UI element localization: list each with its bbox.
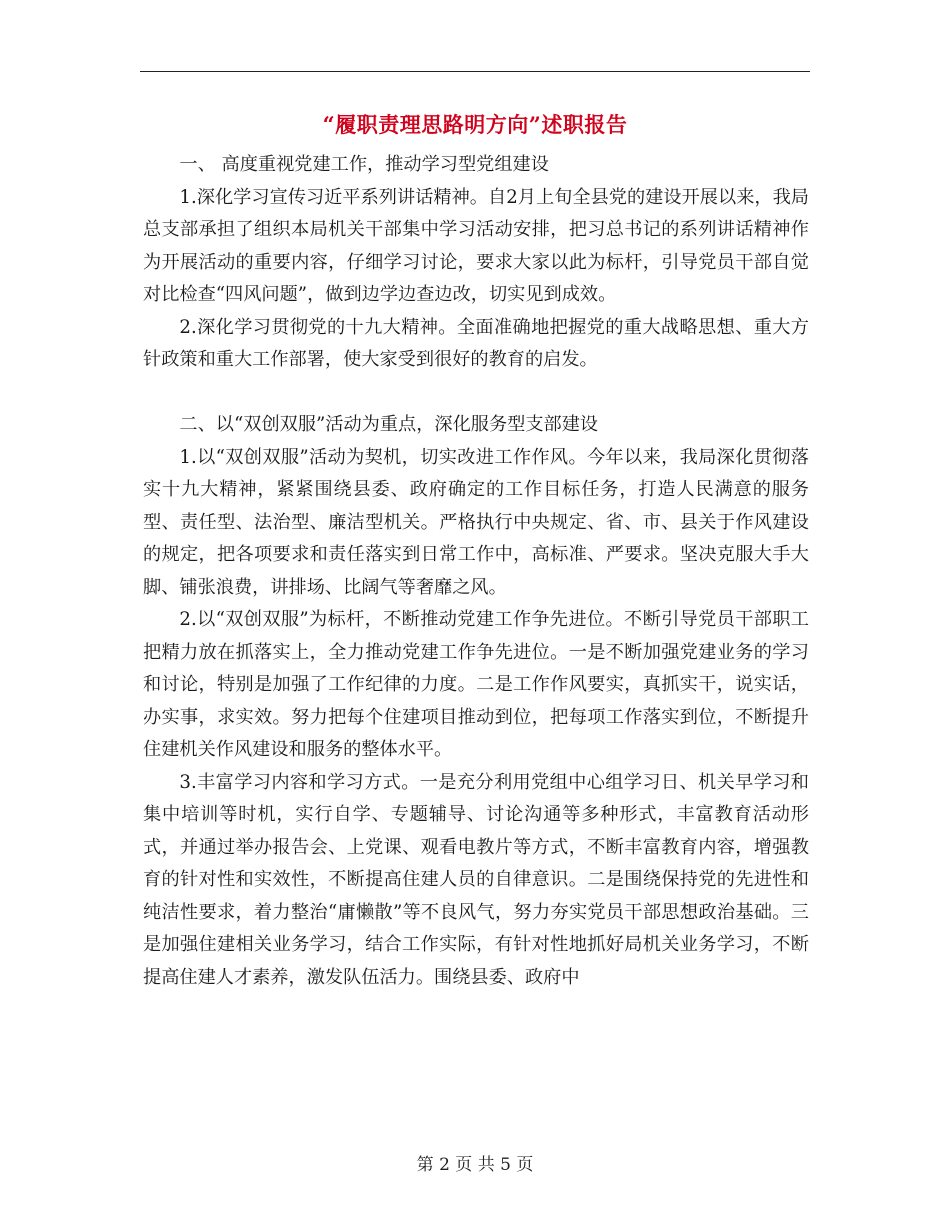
document-body [143, 149, 809, 994]
section-heading-2: 二、以“双创双服”活动为重点，深化服务型支部建设 [179, 414, 599, 435]
paragraph-gap [143, 377, 809, 410]
paragraph-2-2: 2.以“双创双服”为标杆，不断推动党建工作争先进位。不断引导党员干部职工把精力放在抓落实上，全力推动党建工作争先进位。一是不断加强党建业务的学习和讨论，特别是加强了工作纪律的力度。二是工作作风要实，真抓实干，说实话，办实事，求实效。努力把每个住建项目推动到位，把每项工作落实到位，不断提升住建机关作风建设和服务的整体水平。 [143, 609, 809, 760]
paragraph-2-3: 3.丰富学习内容和学习方式。一是充分利用党组中心组学习日、机关早学习和集中培训等时机，实行自学、专题辅导、讨论沟通等多种形式，丰富教育活动形式，并通过举办报告会、上党课、观看电教片等方式，不断丰富教育内容，增强教育的针对性和实效性，不断提高住建人员的自律意识。二是围绕保持党的先进性和纯洁性要求，着力整治“庸懒散”等不良风气，努力夯实党员干部思想政治基础。三是加强住建相关业务学习，结合工作实际，有针对性地抓好局机关业务学习，不断提高住建人才素养，激发队伍活力。围绕县委、政府中 [143, 771, 809, 988]
page-number-footer: 第 2 页 共 5 页 [416, 1155, 534, 1175]
paragraph-2-1: 1.以“双创双服”活动为契机，切实改进工作作风。今年以来，我局深化贯彻落实十九大精神，紧紧围绕县委、政府确定的工作目标任务，打造人民满意的服务型、责任型、法治型、廉洁型机关。严格执行中央规定、省、市、县关于作风建设的规定，把各项要求和责任落实到日常工作中，高标准、严要求。坚决克服大手大脚、铺张浪费，讲排场、比阔气等奢靡之风。 [143, 446, 809, 598]
paragraph-1-1: 1.深化学习宣传习近平系列讲话精神。自2月上旬全县党的建设开展以来，我局总支部承担了组织本局机关干部集中学习活动安排，把习总书记的系列讲话精神作为开展活动的重要内容，仔细学习讨论，要求大家以此为标杆，引导党员干部自觉对比检查“四风问题”，做到边学边查边改，切实见到成效。 [143, 186, 809, 305]
section-heading-1: 一、 高度重视党建工作，推动学习型党组建设 [179, 154, 549, 175]
document-title: “履职责理思路明方向”述职报告 [322, 112, 628, 137]
header-rule [140, 71, 810, 72]
paragraph-1-2: 2.深化学习贯彻党的十九大精神。全面准确地把握党的重大战略思想、重大方针政策和重大工作部署，使大家受到很好的教育的启发。 [143, 316, 809, 370]
